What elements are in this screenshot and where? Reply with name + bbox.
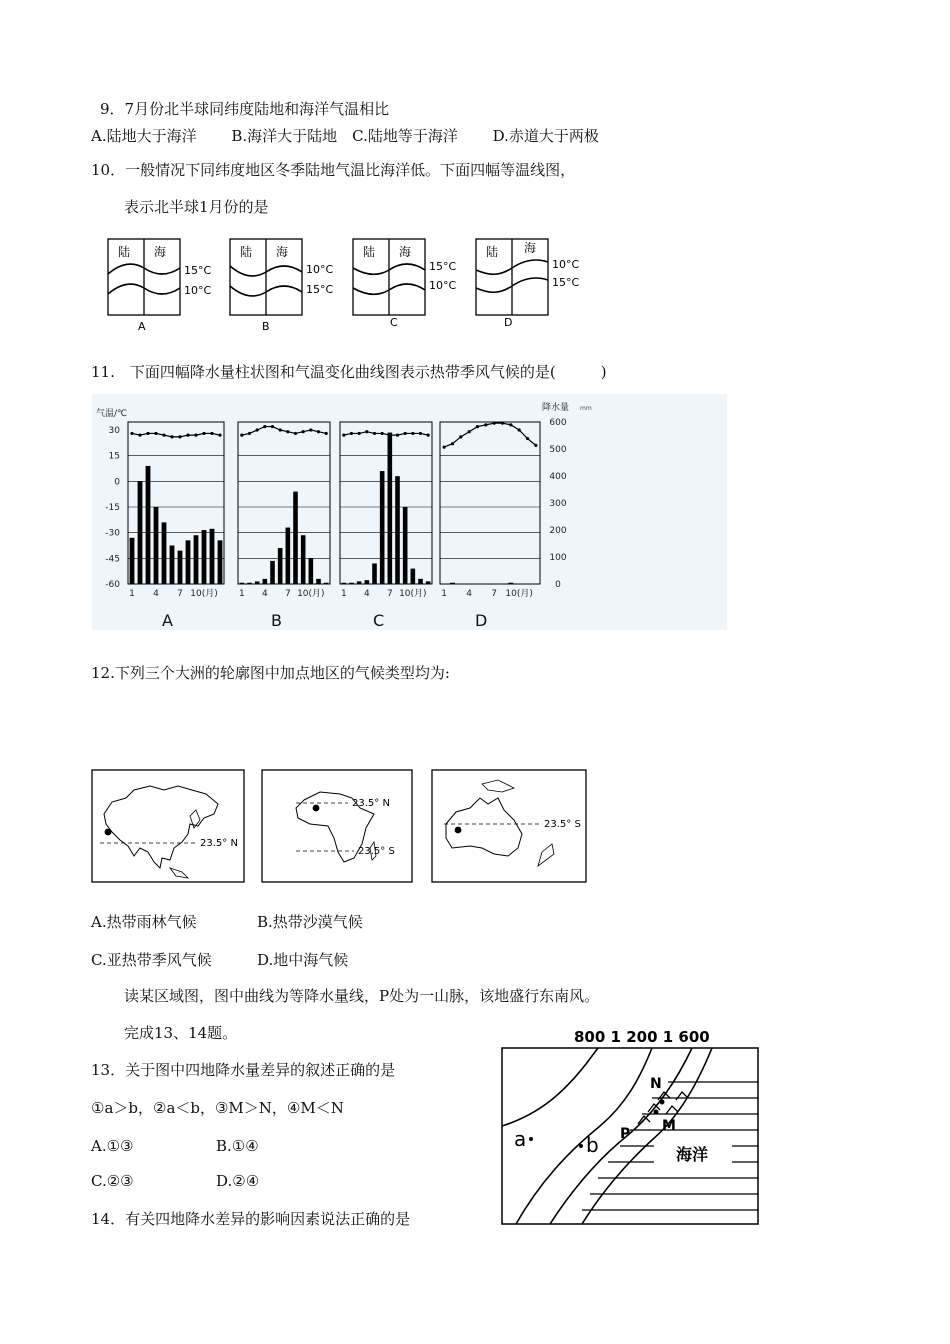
q12-stem: 12.下列三个大洲的轮廓图中加点地区的气候类型均为:: [91, 664, 450, 682]
precip-bar-B-12: [324, 583, 329, 584]
precip-bar-B-2: [247, 583, 252, 584]
right-axis-title: 降水量: [542, 403, 570, 413]
precip-bar-C-2: [349, 583, 354, 584]
left-axis-tick: -15: [105, 503, 120, 513]
chart-frame-C: [340, 422, 432, 584]
map-d-land-label: 陆: [486, 245, 499, 259]
australia-latitude-label: 23.5° S: [544, 819, 581, 830]
q9-options: A.陆地大于海洋 B.海洋大于陆地 C.陆地等于海洋 D.赤道大于两极: [91, 127, 599, 145]
precip-bar-C-1: [342, 583, 347, 584]
map-c-letter: C: [390, 316, 398, 329]
intro-line-1: 读某区域图，图中曲线为等降水量线，P处为一山脉，该地盛行东南风。: [124, 987, 600, 1005]
right-axis-tick: 600: [549, 418, 567, 428]
map-c-sea-label: 海: [399, 245, 412, 259]
asia-map: [92, 770, 244, 882]
australia-map: [432, 770, 586, 882]
left-axis-tick: -60: [105, 580, 120, 590]
label-m: M: [662, 1118, 676, 1134]
map-b-land-label: 陆: [240, 245, 253, 259]
ocean-label: 海洋: [676, 1145, 709, 1164]
asia-outline: [104, 786, 218, 868]
precip-bar-B-11: [316, 579, 321, 584]
left-axis-tick: -45: [105, 554, 120, 565]
map-d-letter: D: [504, 316, 513, 329]
month-tick: 4: [261, 589, 268, 599]
month-tick: 1: [129, 589, 135, 599]
precip-bar-C-3: [357, 581, 362, 584]
right-axis-unit: mm: [580, 405, 592, 412]
precip-bar-A-9: [194, 535, 199, 584]
map-a-bottom-isotherm: 10°C: [184, 284, 212, 297]
precip-bar-B-8: [293, 492, 298, 584]
month-tick: 10(月): [505, 589, 533, 599]
right-axis-tick: 0: [555, 580, 561, 590]
precip-bar-A-1: [130, 538, 135, 584]
month-tick: 1: [441, 589, 448, 599]
precip-bar-A-3: [146, 466, 151, 584]
q9-stem: 9．7月份北半球同纬度陆地和海洋气温相比: [100, 100, 390, 118]
month-tick: 7: [386, 589, 393, 599]
map-a-land-label: 陆: [118, 245, 131, 259]
precip-bar-B-4: [263, 579, 268, 584]
precip-bar-B-10: [309, 558, 314, 584]
month-tick: 7: [491, 589, 498, 599]
q13-choices: ①a＞b，②a＜b，③M＞N，④M＜N: [91, 1099, 344, 1117]
precip-bar-B-3: [255, 581, 260, 584]
q12-option-c: C.亚热带季风气候: [91, 951, 212, 969]
q13-option-d: D.②④: [216, 1172, 260, 1190]
map-d-top-isotherm: 10°C: [552, 258, 580, 271]
isotherm-map-a: [108, 239, 211, 333]
precip-bar-C-4: [365, 580, 370, 584]
precip-bar-B-7: [286, 528, 291, 584]
left-axis-title: 气温/℃: [96, 409, 128, 419]
map-c-top-isotherm: 15°C: [429, 260, 457, 273]
left-axis-tick: 0: [114, 477, 120, 488]
africa-point: [313, 805, 320, 812]
continent-maps: [90, 768, 590, 886]
month-tick: 10(月): [190, 589, 218, 599]
isotherm-map-b: [230, 239, 333, 333]
map-b-top-isotherm: 10°C: [306, 263, 334, 276]
precip-bar-A-8: [186, 540, 191, 584]
map-a-top-isotherm: 15°C: [184, 264, 212, 277]
q12-option-d: D.地中海气候: [257, 951, 349, 969]
chart-letter-D: D: [475, 611, 488, 630]
label-p: P: [620, 1126, 631, 1142]
map-d-sea-label: 海: [524, 241, 537, 255]
right-axis-tick: 500: [549, 445, 567, 455]
africa-map: [262, 770, 412, 882]
africa-north-latitude-label: 23.5° N: [352, 798, 390, 809]
precip-bar-A-12: [218, 540, 223, 584]
chart-frame-D: [440, 422, 540, 584]
right-axis-tick: 100: [549, 553, 567, 563]
map-d-bottom-isotherm: 15°C: [552, 276, 580, 289]
month-tick: 4: [153, 589, 159, 599]
temp-curve-D: [444, 423, 536, 447]
map-b-sea-label: 海: [276, 245, 289, 259]
precip-bar-B-1: [240, 583, 245, 584]
q10-stem: 10．一般情况下同纬度地区冬季陆地气温比海洋低。下面四幅等温线图，: [91, 161, 576, 179]
intro-line-2: 完成13、14题。: [124, 1024, 238, 1042]
month-tick: 1: [340, 589, 347, 599]
left-axis-tick: 30: [108, 426, 120, 436]
climate-charts: [92, 394, 727, 630]
q13-option-c: C.②③: [91, 1172, 134, 1190]
month-tick: 4: [466, 589, 473, 599]
temp-curve-C: [344, 432, 428, 435]
map-c-land-label: 陆: [363, 245, 376, 259]
q13-option-a: A.①③: [91, 1137, 134, 1155]
precip-bar-B-5: [270, 561, 275, 584]
map-a-sea-label: 海: [154, 245, 167, 259]
precip-bar-A-11: [210, 529, 215, 584]
isotherm-maps: [100, 232, 590, 338]
map-a-letter: A: [138, 320, 146, 333]
precip-bar-D-9: [508, 583, 513, 584]
q12-option-a: A.热带雨林气候: [91, 913, 197, 931]
q13-stem: 13．关于图中四地降水量差异的叙述正确的是: [91, 1061, 396, 1079]
precip-bar-B-6: [278, 548, 283, 584]
label-b: b: [586, 1133, 599, 1157]
precip-bar-B-9: [301, 535, 306, 584]
month-tick: 1: [238, 589, 245, 599]
temp-curve-A: [132, 433, 220, 436]
q14-stem: 14．有关四地降水差异的影响因素说法正确的是: [91, 1210, 411, 1228]
region-map: [490, 1022, 762, 1228]
precip-bar-C-11: [418, 579, 423, 584]
precip-bar-C-9: [403, 507, 408, 584]
right-axis-tick: 200: [549, 526, 567, 536]
australia-point: [455, 827, 462, 834]
precip-bar-C-8: [395, 476, 400, 584]
left-axis-tick: 15: [108, 451, 120, 462]
asia-point: [105, 829, 112, 836]
precip-bar-A-7: [178, 551, 183, 584]
left-axis-tick: -30: [105, 528, 120, 539]
isotherm-map-c: [353, 239, 456, 329]
map-b-letter: B: [262, 320, 270, 333]
q12-option-b: B.热带沙漠气候: [257, 913, 363, 931]
precip-bar-D-2: [450, 583, 455, 584]
asia-latitude-label: 23.5° N: [200, 838, 238, 849]
precip-bar-A-6: [170, 546, 175, 585]
precip-bar-C-10: [411, 569, 416, 584]
month-tick: 7: [177, 589, 183, 599]
temp-curve-B: [242, 427, 326, 436]
precip-bar-C-12: [426, 581, 431, 584]
precip-bar-A-5: [162, 522, 167, 584]
chart-letter-B: B: [271, 611, 282, 630]
month-tick: 10(月): [399, 589, 427, 599]
chart-frame-B: [238, 422, 330, 584]
map-c-bottom-isotherm: 10°C: [429, 279, 457, 292]
precip-bar-C-5: [372, 563, 377, 584]
precip-bar-A-2: [138, 481, 143, 584]
africa-south-latitude-label: 23.5° S: [358, 846, 395, 857]
q13-option-b: B.①④: [216, 1137, 259, 1155]
right-axis-tick: 400: [549, 472, 567, 482]
precip-bar-C-7: [388, 433, 393, 584]
label-n: N: [650, 1076, 662, 1092]
precip-bar-A-4: [154, 507, 159, 584]
q10-stem-2: 表示北半球1月份的是: [124, 198, 269, 216]
right-axis-tick: 300: [549, 499, 567, 509]
chart-letter-A: A: [162, 611, 173, 630]
month-tick: 4: [363, 589, 370, 599]
month-tick: 10(月): [297, 589, 325, 599]
month-tick: 7: [284, 589, 291, 599]
isotherm-map-d: [476, 239, 579, 329]
precip-bar-A-10: [202, 530, 207, 584]
precip-bar-C-6: [380, 471, 385, 584]
isoline-values: 800 1 200 1 600: [574, 1028, 710, 1046]
q11-stem: 11. 下面四幅降水量柱状图和气温变化曲线图表示热带季风气候的是( ): [91, 363, 607, 381]
label-a: a: [514, 1127, 527, 1151]
chart-letter-C: C: [373, 611, 385, 630]
map-b-bottom-isotherm: 15°C: [306, 283, 334, 296]
